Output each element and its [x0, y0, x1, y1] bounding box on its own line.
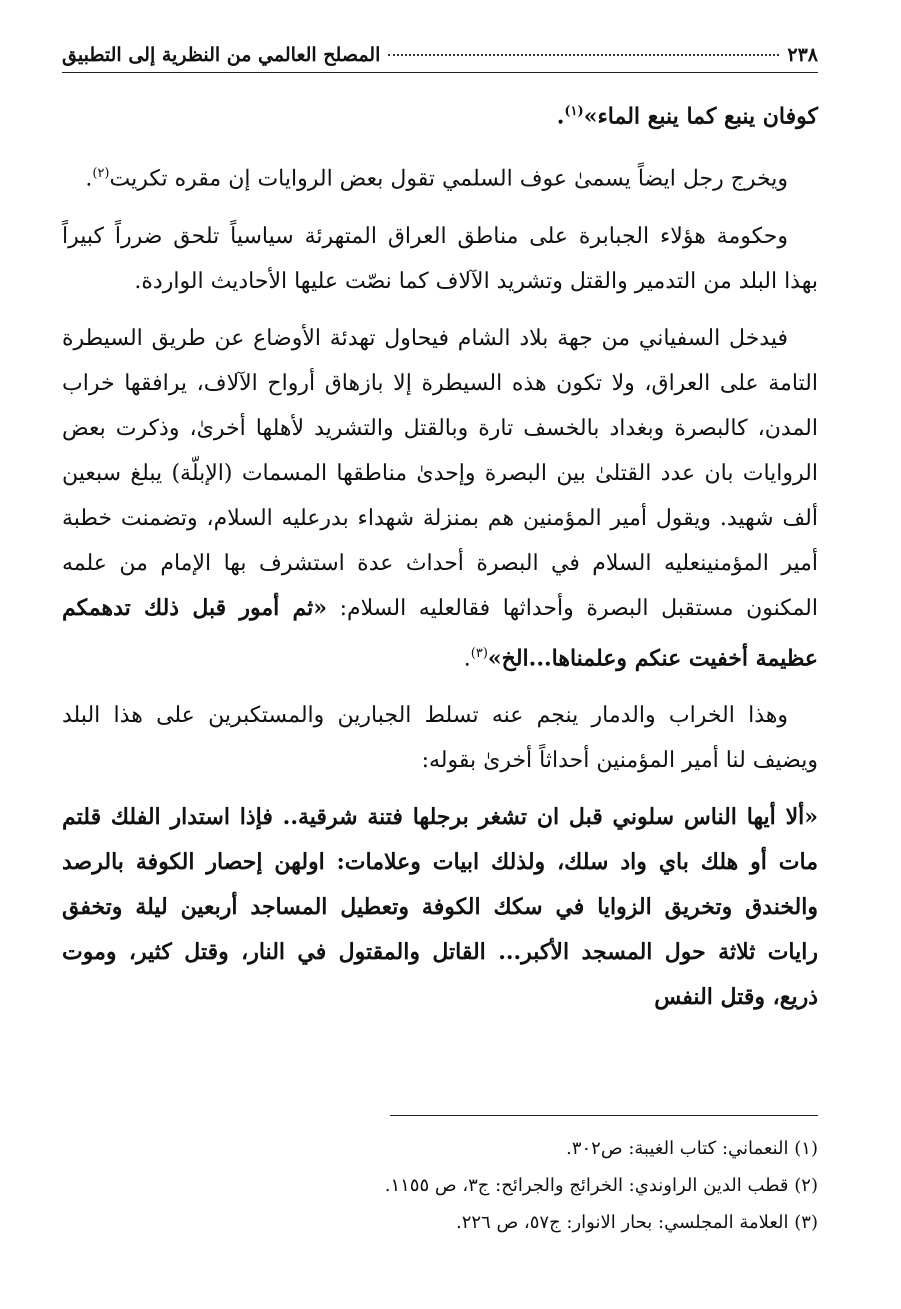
paragraph: ويخرج رجل ايضاً يسمىٰ عوف السلمي تقول بعض الروايات إن مقره تكريت$^{(٢)}$. — [85, 166, 788, 192]
quote-paragraph: «ألا أيها الناس سلوني قبل ان تشغر برجلها فتنة شرقية.. فإذا استدار الفلك قلتم مات أو هلك باي واد سلك، ولذلك ابيات وعلامات: اولهن إحصار الكوفة بالرصد والخندق وتخريق الزوايا في سكك الكوفة وتعطيل المساجد أربعين ليلة وتخفق رايات ثلاثة حول المسجد الأكبر... القاتل والمقتول في النار، وقتل كثير، وموت ذريع، وقتل النفس — [62, 803, 819, 1010]
quote-text: «ثم أمور قبل ذلك تدهمكم عظيمة أخفيت عنكم وعلمناها...الخ» — [62, 594, 818, 671]
footnote-ref: (٢) — [92, 166, 110, 182]
paragraph: وحكومة هؤلاء الجبابرة على مناطق العراق المتهرئة سياسياً تلحق ضرراً كبيراً بهذا البلد من التدمير والقتل وتشريد الآلاف كما نصّت عليها الأحاديث الواردة. — [62, 223, 818, 294]
paragraph: وهذا الخراب والدمار ينجم عنه تسلط الجبارين والمستكبرين على هذا البلد ويضيف لنا أمير المؤمنين أحداثاً أخرىٰ بقوله: — [62, 702, 818, 773]
footnote: (٣) العلامة المجلسي: بحار الانوار: ج٥٧، ص ٢٢٦. — [455, 1212, 818, 1233]
footnote: (٢) قطب الدين الراوندي: الخرائج والجرائح: ج٣، ص ١١٥٥. — [384, 1175, 818, 1196]
book-page — [62, 44, 818, 1032]
running-title: المصلح العالمي من النظرية إلى التطبيق — [62, 44, 381, 66]
footnote-separator — [390, 1115, 818, 1116]
footnote-ref: (١) — [564, 104, 584, 119]
body-text — [62, 89, 818, 1020]
footnotes — [118, 1130, 818, 1241]
running-header — [62, 44, 818, 73]
footnote: (١) النعماني: كتاب الغيبة: ص٣٠٢. — [566, 1138, 818, 1159]
page-number: ٢٣٨ — [787, 44, 818, 66]
paragraph: كوفان ينبع كما ينبع الماء»$^{(١)}$. — [556, 103, 818, 130]
footnote-ref: (٣) — [470, 645, 488, 661]
dot-leader — [388, 54, 779, 56]
paragraph: فيدخل السفياني من جهة بلاد الشام فيحاول تهدئة الأوضاع عن طريق السيطرة التامة على العراق، ولا تكون هذه السيطرة إلا بازهاق أرواح الآلاف، يرافقها خراب المدن، كالبصرة وبغداد بالخسف تارة وبالقتل والتشريد لأهلها أخرىٰ، وذكرت بعض الروايات بان عدد القتلىٰ بين البصرة وإحدىٰ مناطقها المسمات (الإبلّة) يبلغ سبعين ألف شهيد. ويقول أمير المؤمنين هم بمنزلة شهداء بدرعليه السلام، وتضمنت خطبة أمير المؤمنينعليه السلام في البصرة أحداث عدة استشرف بها الإمام من علمه المكنون مستقبل البصرة وأحداثها فقالعليه السلام: «ثم أمور قبل ذلك تدهمكم عظيمة أخفيت عنكم وعلمناها...الخ»$^{(٣)}$. — [62, 325, 818, 671]
